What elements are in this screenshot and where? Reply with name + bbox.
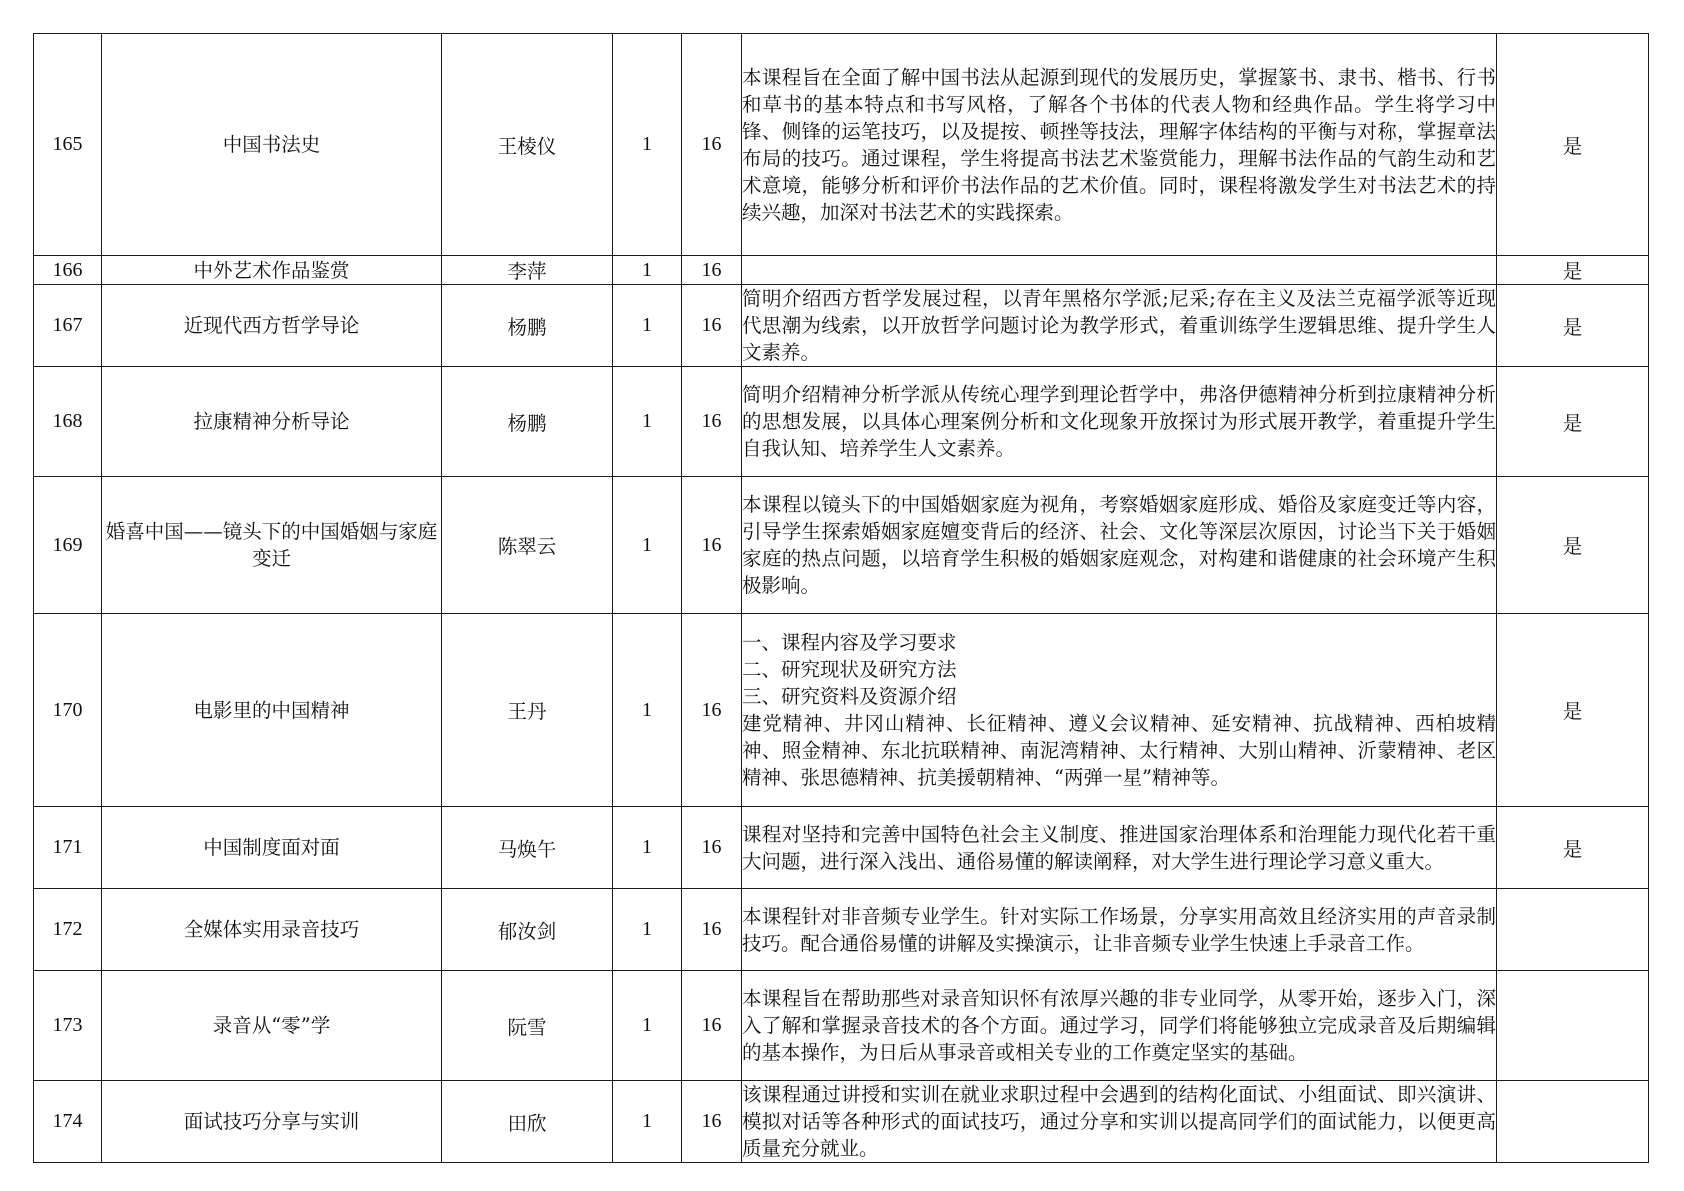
- flag-value: 是: [1497, 807, 1649, 889]
- teacher-name: 杨鹏: [442, 285, 613, 367]
- row-number: 166: [34, 256, 102, 285]
- flag-value: 是: [1497, 614, 1649, 807]
- course-description: 该课程通过讲授和实训在就业求职过程中会遇到的结构化面试、小组面试、即兴演讲、模拟对话等各种形式的面试技巧，通过分享和实训以提高同学们的面试能力，以便更高质量充分就业。: [742, 1081, 1497, 1163]
- hours-value: 16: [682, 285, 742, 367]
- hours-value: 16: [682, 971, 742, 1081]
- credit-value: 1: [613, 971, 682, 1081]
- course-name: 中外艺术作品鉴赏: [102, 256, 442, 285]
- flag-value: 是: [1497, 256, 1649, 285]
- credit-value: 1: [613, 256, 682, 285]
- hours-value: 16: [682, 477, 742, 614]
- course-name: 近现代西方哲学导论: [102, 285, 442, 367]
- row-number: 167: [34, 285, 102, 367]
- description-line: 建党精神、井冈山精神、长征精神、遵义会议精神、延安精神、抗战精神、西柏坡精神、照金精神、东北抗联精神、南泥湾精神、太行精神、大别山精神、沂蒙精神、老区精神、张思德精神、抗美援朝精神、“两弹一星”精神等。: [742, 712, 1496, 789]
- row-number: 173: [34, 971, 102, 1081]
- table-row: [34, 807, 1649, 889]
- row-number: 168: [34, 367, 102, 477]
- course-description: 本课程以镜头下的中国婚姻家庭为视角，考察婚姻家庭形成、婚俗及家庭变迁等内容，引导学生探索婚姻家庭嬗变背后的经济、社会、文化等深层次原因，讨论当下关于婚姻家庭的热点问题，以培育学生积极的婚姻家庭观念，对构建和谐健康的社会环境产生积极影响。: [742, 477, 1497, 614]
- course-description: [742, 614, 1497, 807]
- flag-value: 是: [1497, 34, 1649, 256]
- credit-value: 1: [613, 34, 682, 256]
- flag-value: 是: [1497, 285, 1649, 367]
- teacher-name: 杨鹏: [442, 367, 613, 477]
- hours-value: 16: [682, 256, 742, 285]
- teacher-name: 李萍: [442, 256, 613, 285]
- course-description: 本课程针对非音频专业学生。针对实际工作场景，分享实用高效且经济实用的声音录制技巧。配合通俗易懂的讲解及实操演示，让非音频专业学生快速上手录音工作。: [742, 889, 1497, 971]
- credit-value: 1: [613, 1081, 682, 1163]
- flag-value: 是: [1497, 477, 1649, 614]
- table-row: [34, 1081, 1649, 1163]
- table-row: [34, 34, 1649, 256]
- course-name: 中国书法史: [102, 34, 442, 256]
- course-name: 全媒体实用录音技巧: [102, 889, 442, 971]
- row-number: 169: [34, 477, 102, 614]
- credit-value: 1: [613, 614, 682, 807]
- row-number: 174: [34, 1081, 102, 1163]
- flag-value: [1497, 971, 1649, 1081]
- hours-value: 16: [682, 367, 742, 477]
- credit-value: 1: [613, 807, 682, 889]
- teacher-name: 王丹: [442, 614, 613, 807]
- course-name: 面试技巧分享与实训: [102, 1081, 442, 1163]
- row-number: 171: [34, 807, 102, 889]
- course-description: [742, 256, 1497, 285]
- course-name: 拉康精神分析导论: [102, 367, 442, 477]
- credit-value: 1: [613, 477, 682, 614]
- table-row: [34, 367, 1649, 477]
- teacher-name: 陈翠云: [442, 477, 613, 614]
- teacher-name: 田欣: [442, 1081, 613, 1163]
- hours-value: 16: [682, 807, 742, 889]
- row-number: 172: [34, 889, 102, 971]
- table-row: [34, 256, 1649, 285]
- table-row: [34, 614, 1649, 807]
- credit-value: 1: [613, 367, 682, 477]
- course-name: 中国制度面对面: [102, 807, 442, 889]
- teacher-name: 阮雪: [442, 971, 613, 1081]
- description-line: 二、研究现状及研究方法: [742, 658, 957, 681]
- course-table: [33, 33, 1649, 1163]
- course-description: 本课程旨在全面了解中国书法从起源到现代的发展历史，掌握篆书、隶书、楷书、行书和草书的基本特点和书写风格，了解各个书体的代表人物和经典作品。学生将学习中锋、侧锋的运笔技巧，以及提按、顿挫等技法，理解字体结构的平衡与对称，掌握章法布局的技巧。通过课程，学生将提高书法艺术鉴赏能力，理解书法作品的气韵生动和艺术意境，能够分析和评价书法作品的艺术价值。同时，课程将激发学生对书法艺术的持续兴趣，加深对书法艺术的实践探索。: [742, 34, 1497, 256]
- course-name: 电影里的中国精神: [102, 614, 442, 807]
- hours-value: 16: [682, 889, 742, 971]
- credit-value: 1: [613, 889, 682, 971]
- description-line: 三、研究资料及资源介绍: [742, 685, 957, 708]
- flag-value: 是: [1497, 367, 1649, 477]
- table-row: [34, 477, 1649, 614]
- teacher-name: 马焕午: [442, 807, 613, 889]
- course-description: 本课程旨在帮助那些对录音知识怀有浓厚兴趣的非专业同学，从零开始，逐步入门，深入了解和掌握录音技术的各个方面。通过学习，同学们将能够独立完成录音及后期编辑的基本操作，为日后从事录音或相关专业的工作奠定坚实的基础。: [742, 971, 1497, 1081]
- hours-value: 16: [682, 614, 742, 807]
- flag-value: [1497, 889, 1649, 971]
- course-name: 录音从“零”学: [102, 971, 442, 1081]
- hours-value: 16: [682, 34, 742, 256]
- description-line: 一、课程内容及学习要求: [742, 631, 957, 654]
- row-number: 170: [34, 614, 102, 807]
- table-row: [34, 889, 1649, 971]
- teacher-name: 王棱仪: [442, 34, 613, 256]
- course-description: 课程对坚持和完善中国特色社会主义制度、推进国家治理体系和治理能力现代化若干重大问题，进行深入浅出、通俗易懂的解读阐释，对大学生进行理论学习意义重大。: [742, 807, 1497, 889]
- hours-value: 16: [682, 1081, 742, 1163]
- course-description: 简明介绍精神分析学派从传统心理学到理论哲学中，弗洛伊德精神分析到拉康精神分析的思想发展，以具体心理案例分析和文化现象开放探讨为形式展开教学，着重提升学生自我认知、培养学生人文素养。: [742, 367, 1497, 477]
- flag-value: [1497, 1081, 1649, 1163]
- course-description: 简明介绍西方哲学发展过程，以青年黑格尔学派;尼采;存在主义及法兰克福学派等近现代思潮为线索，以开放哲学问题讨论为教学形式，着重训练学生逻辑思维、提升学生人文素养。: [742, 285, 1497, 367]
- course-name: 婚喜中国——镜头下的中国婚姻与家庭变迁: [102, 477, 442, 614]
- table-row: [34, 971, 1649, 1081]
- teacher-name: 郁汝剑: [442, 889, 613, 971]
- table-row: [34, 285, 1649, 367]
- credit-value: 1: [613, 285, 682, 367]
- row-number: 165: [34, 34, 102, 256]
